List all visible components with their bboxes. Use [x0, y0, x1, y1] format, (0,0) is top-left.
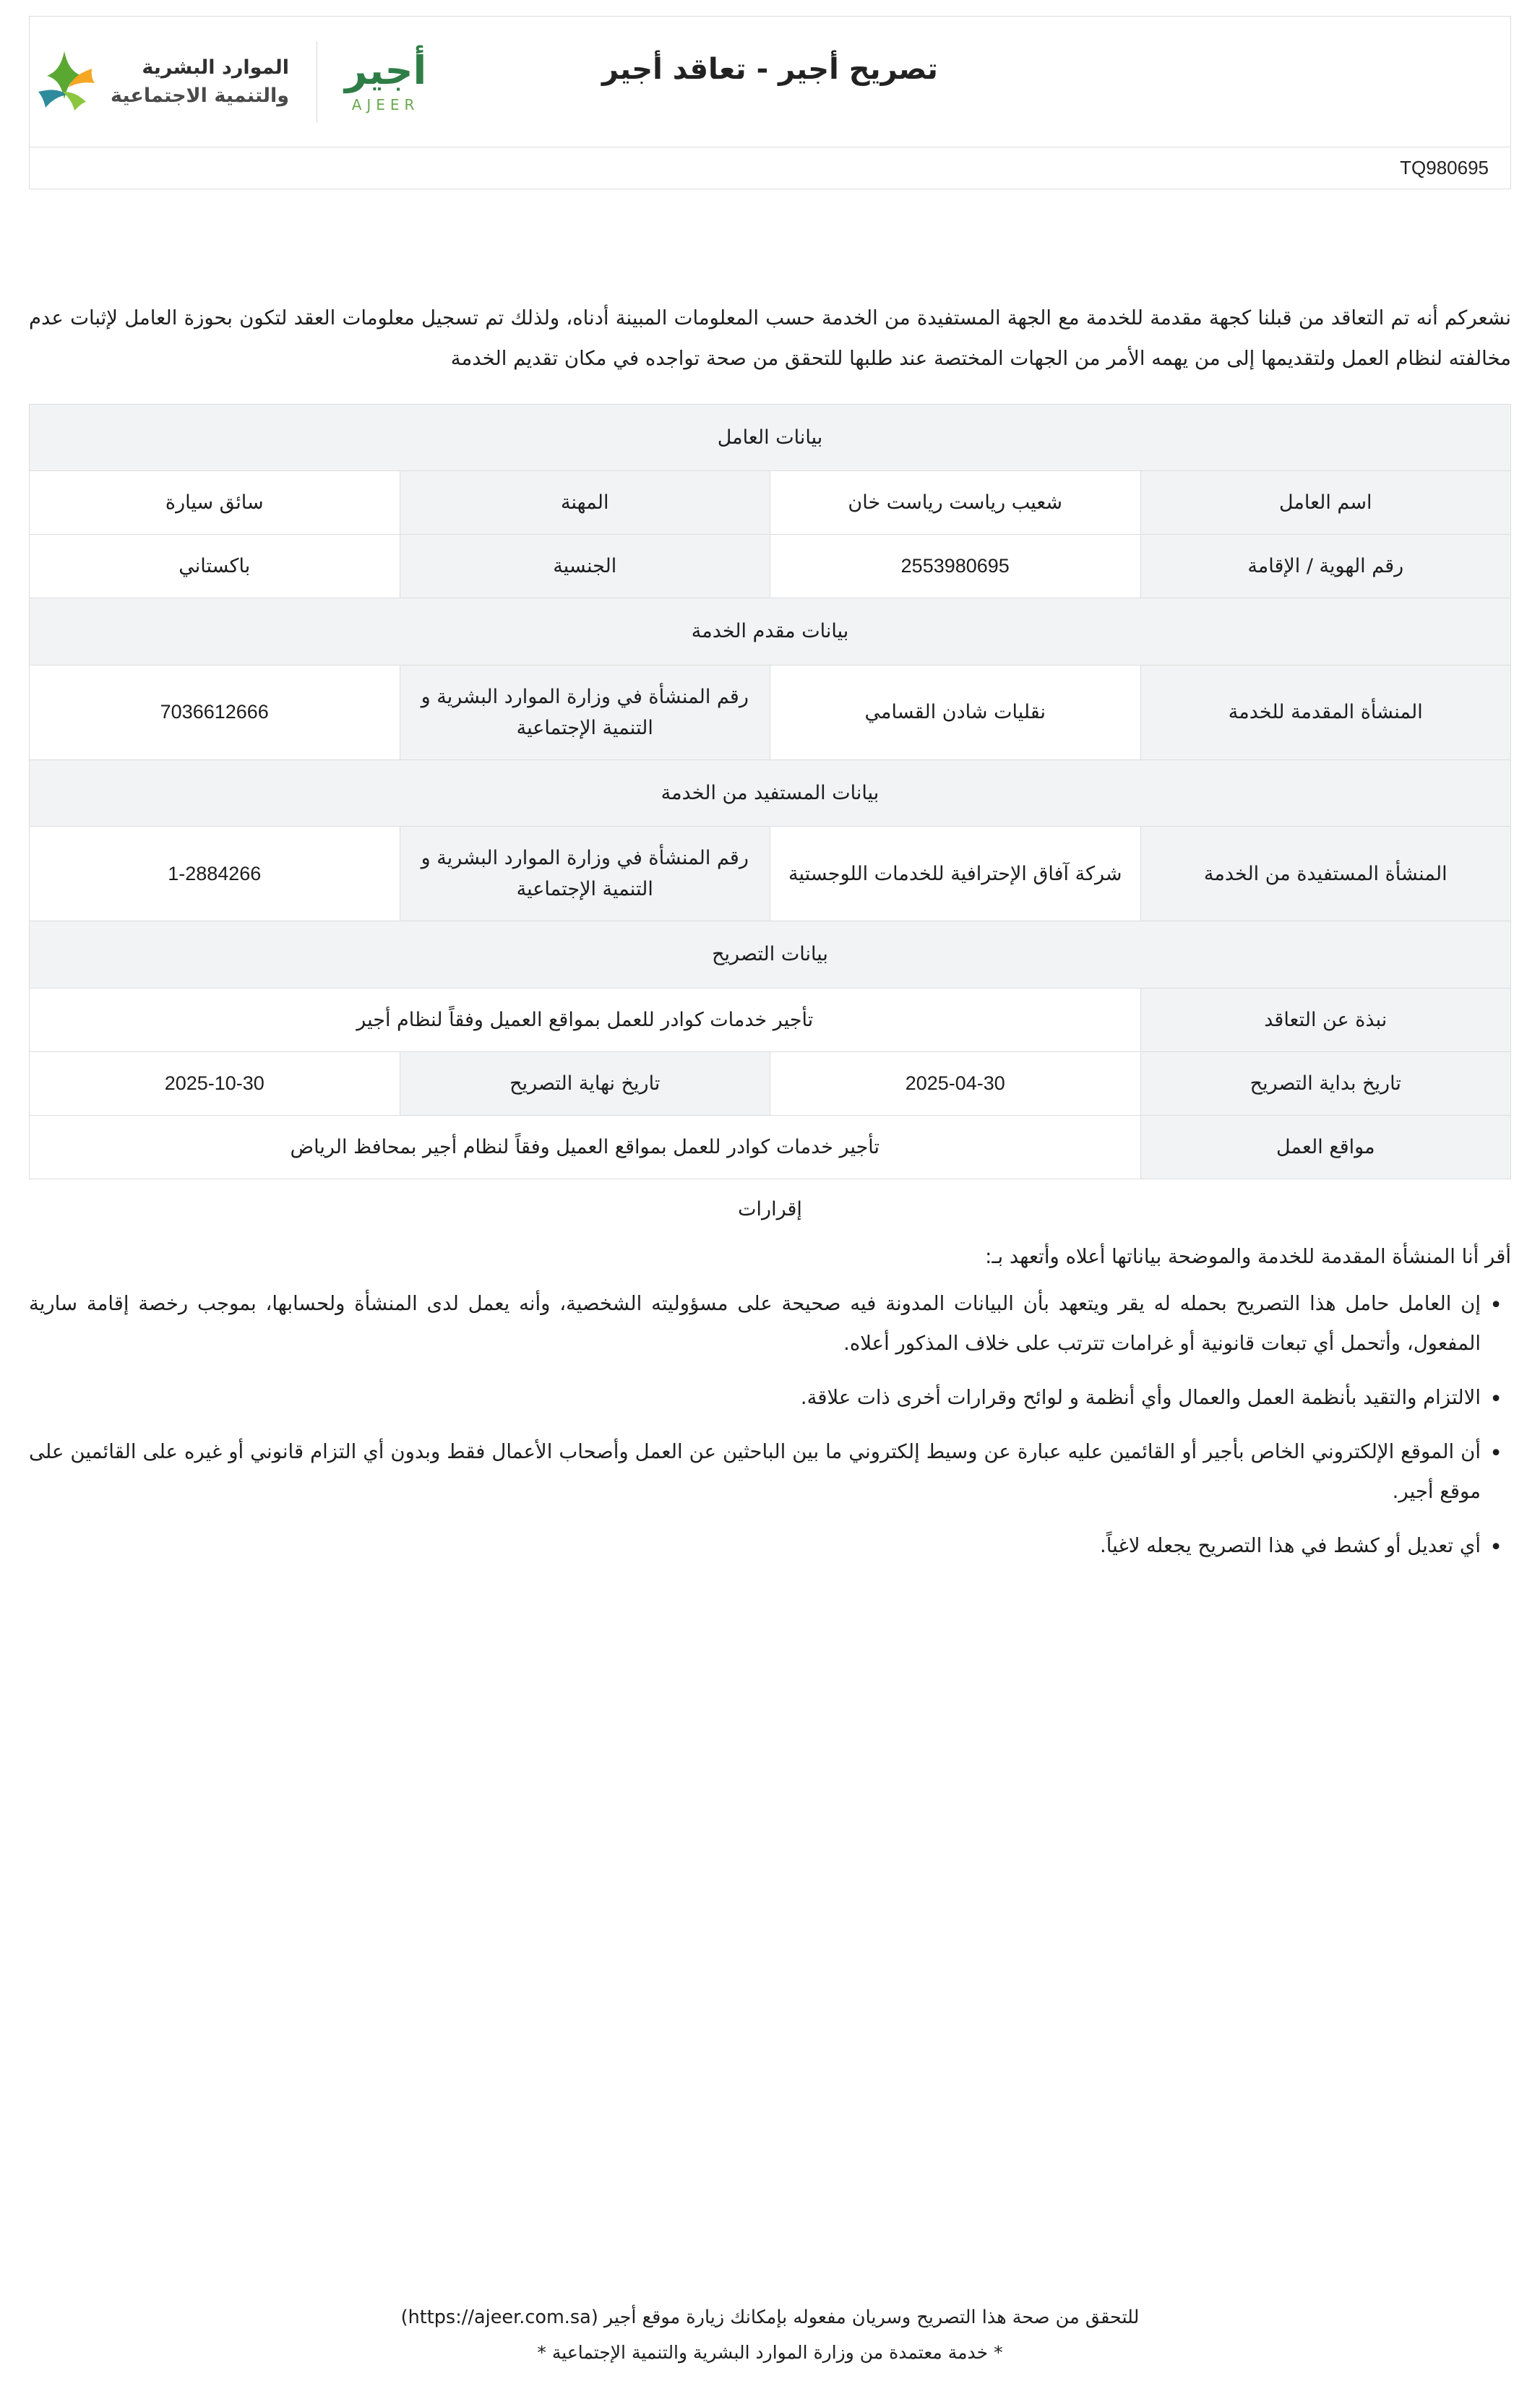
- provider-establishment-value: نقليات شادن القسامي: [770, 665, 1141, 759]
- list-item: • أن الموقع الإلكتروني الخاص بأجير أو القائمين عليه عبارة عن وسيط إلكتروني ما بين الباحثين عن العمل وأصحاب الأعمال فقط وبدون أي التزام قانوني أو غيره على القائمين على موقع أجير.: [29, 1432, 1481, 1512]
- permit-start-label: تاريخ بداية التصريح: [1140, 1051, 1511, 1115]
- header-reference-bar: [30, 147, 1510, 189]
- brand-block: [30, 41, 444, 122]
- permit-start-value: 2025-04-30: [770, 1051, 1141, 1115]
- footer-verification-text: للتحقق من صحة هذا التصريح وسريان مفعوله بإمكانك زيارة موقع أجير (https://ajeer.com.sa): [400, 2307, 1140, 2329]
- hrsd-logo-text: [111, 53, 289, 110]
- beneficiary-establishment-value: شركة آفاق الإحترافية للخدمات اللوجستية: [770, 827, 1141, 921]
- beneficiary-establishment-number-value: 1-2884266: [30, 827, 400, 921]
- document-page: [0, 16, 1540, 2407]
- worksites-label: مواقع العمل: [1140, 1116, 1511, 1179]
- declarations-title: إقرارات: [738, 1198, 802, 1221]
- hrsd-logo: [30, 47, 289, 116]
- nationality-value: باكستاني: [30, 535, 400, 598]
- section-header-permit: [30, 921, 1511, 988]
- section-title-permit: بيانات التصريح: [30, 921, 1511, 988]
- ajeer-logo: [345, 48, 427, 113]
- table-row: [30, 665, 1511, 759]
- section-title-worker: بيانات العامل: [30, 404, 1511, 470]
- declarations-list: [29, 1284, 1511, 1566]
- section-header-provider: [30, 598, 1511, 665]
- list-item: • إن العامل حامل هذا التصريح بحمله له يقر ويتعهد بأن البيانات المدونة فيه صحيحة على مسؤوليته الشخصية، وأنه يعمل لدى المنشأة ولحسابها، بموجب رخصة إقامة سارية المفعول، وأتحمل أي تبعات قانونية أو غرامات تترتب على خلاف المذكور أعلاه.: [29, 1284, 1481, 1364]
- id-number-label: رقم الهوية / الإقامة: [1140, 535, 1511, 598]
- table-row: [30, 1051, 1511, 1115]
- table-row: [30, 535, 1511, 598]
- ajeer-logo-arabic: أجير: [345, 48, 427, 93]
- ajeer-logo-latin: AJEER: [351, 96, 420, 113]
- provider-establishment-number-label: رقم المنشأة في وزارة الموارد البشرية و التنمية الإجتماعية: [400, 665, 770, 759]
- profession-value: سائق سيارة: [30, 470, 400, 534]
- header-top: [30, 17, 1510, 147]
- document-header: [29, 16, 1511, 189]
- document-footer: [0, 2300, 1540, 2369]
- hrsd-line-2: والتنمية الاجتماعية: [111, 85, 290, 107]
- table-row: [30, 1116, 1511, 1179]
- provider-establishment-number-value: 7036612666: [30, 665, 400, 759]
- worker-name-label: اسم العامل: [1140, 470, 1511, 534]
- id-number-value: 2553980695: [770, 535, 1141, 598]
- permit-details-table: [29, 404, 1511, 1179]
- list-item: • أي تعديل أو كشط في هذا التصريح يجعله لاغياً.: [29, 1526, 1481, 1566]
- beneficiary-establishment-label: المنشأة المستفيدة من الخدمة: [1140, 827, 1511, 921]
- hrsd-line-1: الموارد البشرية: [142, 56, 290, 79]
- section-header-worker: [30, 404, 1511, 470]
- page-title: تصريح أجير - تعاقد أجير: [602, 53, 938, 86]
- section-title-provider: بيانات مقدم الخدمة: [30, 598, 1511, 665]
- contract-summary-label: نبذة عن التعاقد: [1140, 988, 1511, 1051]
- contract-summary-value: تأجير خدمات كوادر للعمل بمواقع العميل وفقاً لنظام أجير: [30, 988, 1141, 1051]
- section-title-beneficiary: بيانات المستفيد من الخدمة: [30, 759, 1511, 826]
- reference-number: TQ980695: [1400, 157, 1489, 178]
- footer-approval-text: * خدمة معتمدة من وزارة الموارد البشرية والتنمية الإجتماعية *: [537, 2341, 1003, 2363]
- hrsd-emblem-icon: [30, 47, 99, 116]
- provider-establishment-label: المنشأة المقدمة للخدمة: [1140, 665, 1511, 759]
- declarations-lead: أقر أنا المنشأة المقدمة للخدمة والموضحة بياناتها أعلاه وأتعهد بـ:: [985, 1245, 1511, 1269]
- table-row: [30, 988, 1511, 1051]
- table-row: [30, 470, 1511, 534]
- worker-name-value: شعيب رياست رياست خان: [770, 470, 1141, 534]
- permit-end-label: تاريخ نهاية التصريح: [400, 1051, 770, 1115]
- intro-paragraph: نشعركم أنه تم التعاقد من قبلنا كجهة مقدمة للخدمة مع الجهة المستفيدة من الخدمة حسب المعلومات المبينة أدناه، ولذلك تم تسجيل معلومات العقد لتكون بحوزة العامل لإثبات عدم مخالفته لنظام العمل ولتقديمها إلى من يهمه الأمر من الجهات المختصة عند طلبها للتحقق من صحة تواجده في مكان تقديم الخدمة: [29, 306, 1511, 371]
- permit-end-value: 2025-10-30: [30, 1051, 400, 1115]
- worksites-value: تأجير خدمات كوادر للعمل بمواقع العميل وفقاً لنظام أجير بمحافظ الرياض: [30, 1116, 1141, 1179]
- nationality-label: الجنسية: [400, 535, 770, 598]
- section-header-beneficiary: [30, 759, 1511, 826]
- list-item: • الالتزام والتقيد بأنظمة العمل والعمال وأي أنظمة و لوائح وقرارات أخرى ذات علاقة.: [29, 1378, 1481, 1418]
- profession-label: المهنة: [400, 470, 770, 534]
- table-row: [30, 827, 1511, 921]
- beneficiary-establishment-number-label: رقم المنشأة في وزارة الموارد البشرية و التنمية الإجتماعية: [400, 827, 770, 921]
